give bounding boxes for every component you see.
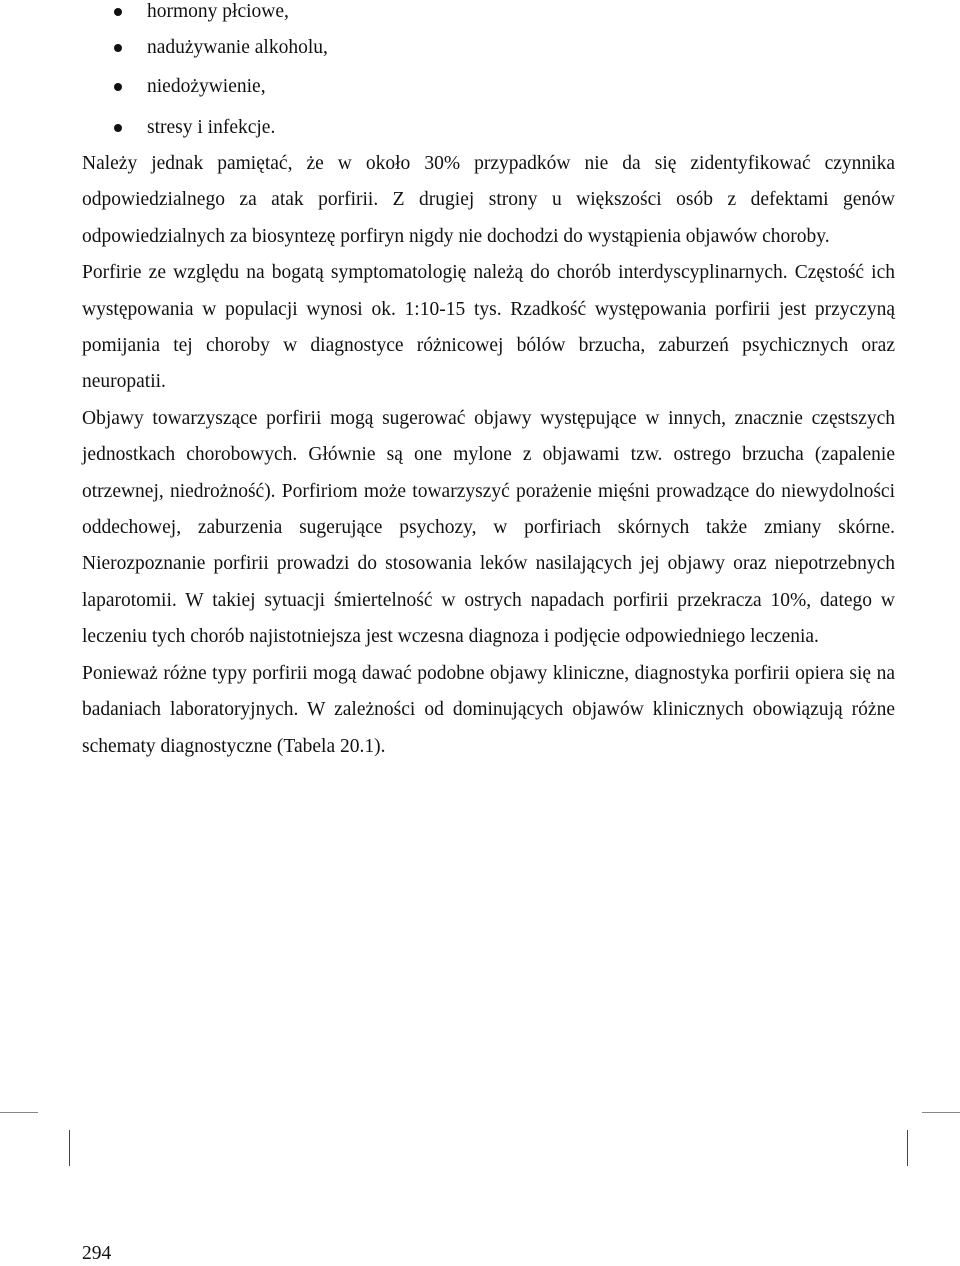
list-item-text: stresy i infekcje.	[147, 117, 276, 138]
trim-mark-right	[907, 1130, 908, 1166]
paragraph-trigger-factors: Należy jednak pamiętać, że w około 30% przypadków nie da się zidentyfikować czynnika odpowiedzialnego za atak porfirii. Z drugiej strony u większości osób z defektami genów odpowiedzialnych za biosyntezę porfiryn nigdy nie dochodzi do wystąpienia objawów choroby.	[82, 153, 895, 247]
trim-mark-left	[69, 1130, 70, 1166]
bullet-icon	[114, 8, 122, 16]
list-item	[147, 75, 266, 99]
crop-mark-left	[0, 1112, 38, 1113]
list-item-text: hormony płciowe,	[147, 1, 289, 22]
bullet-icon	[114, 124, 122, 132]
body-text	[82, 146, 895, 765]
bullet-icon	[114, 83, 122, 91]
page-number: 294	[82, 1243, 112, 1264]
list-item-text: nadużywanie alkoholu,	[147, 37, 328, 58]
list-item	[147, 0, 289, 24]
bullet-icon	[114, 44, 122, 52]
crop-mark-right	[922, 1112, 960, 1113]
list-item	[147, 36, 328, 60]
list-item	[147, 116, 275, 140]
list-item-text: niedożywienie,	[147, 76, 266, 97]
paragraph-diagnostics: Ponieważ różne typy porfirii mogą dawać podobne objawy kliniczne, diagnostyka porfirii opiera się na badaniach laboratoryjnych. W zależności od dominujących objawów klinicznych obowiązują różne schematy diagnostyczne (Tabela 20.1).	[82, 662, 895, 757]
paragraph-symptoms: Objawy towarzyszące porfirii mogą sugerować objawy występujące w innych, znacznie częstszych jednostkach chorobowych. Głównie są one mylone z objawami tzw. ostrego brzucha (zapalenie otrzewnej, niedrożność). Porfiriom może towarzyszyć porażenie mięśni prowadzące do niewydolności oddechowej, zaburzenia sugerujące psychozy, w porfiriach skórnych także zmiany skórne. Nierozpoznanie porfirii prowadzi do stosowania leków nasilających jej objawy oraz niepotrzebnych laparotomii. W takiej sytuacji śmiertelność w ostrych napadach porfirii przekracza 10%, datego w leczeniu tych chorób najistotniejsza jest wczesna diagnoza i podjęcie odpowiedniego leczenia.	[82, 407, 895, 648]
paragraph-epidemiology: Porfirie ze względu na bogatą symptomatologię należą do chorób interdyscyplinarnych. Częstość ich występowania w populacji wynosi ok. 1:10-15 tys. Rzadkość występowania porfirii jest przyczyną pomijania tej choroby w diagnostyce różnicowej bólów brzucha, zaburzeń psychicznych oraz neuropatii.	[82, 262, 895, 393]
